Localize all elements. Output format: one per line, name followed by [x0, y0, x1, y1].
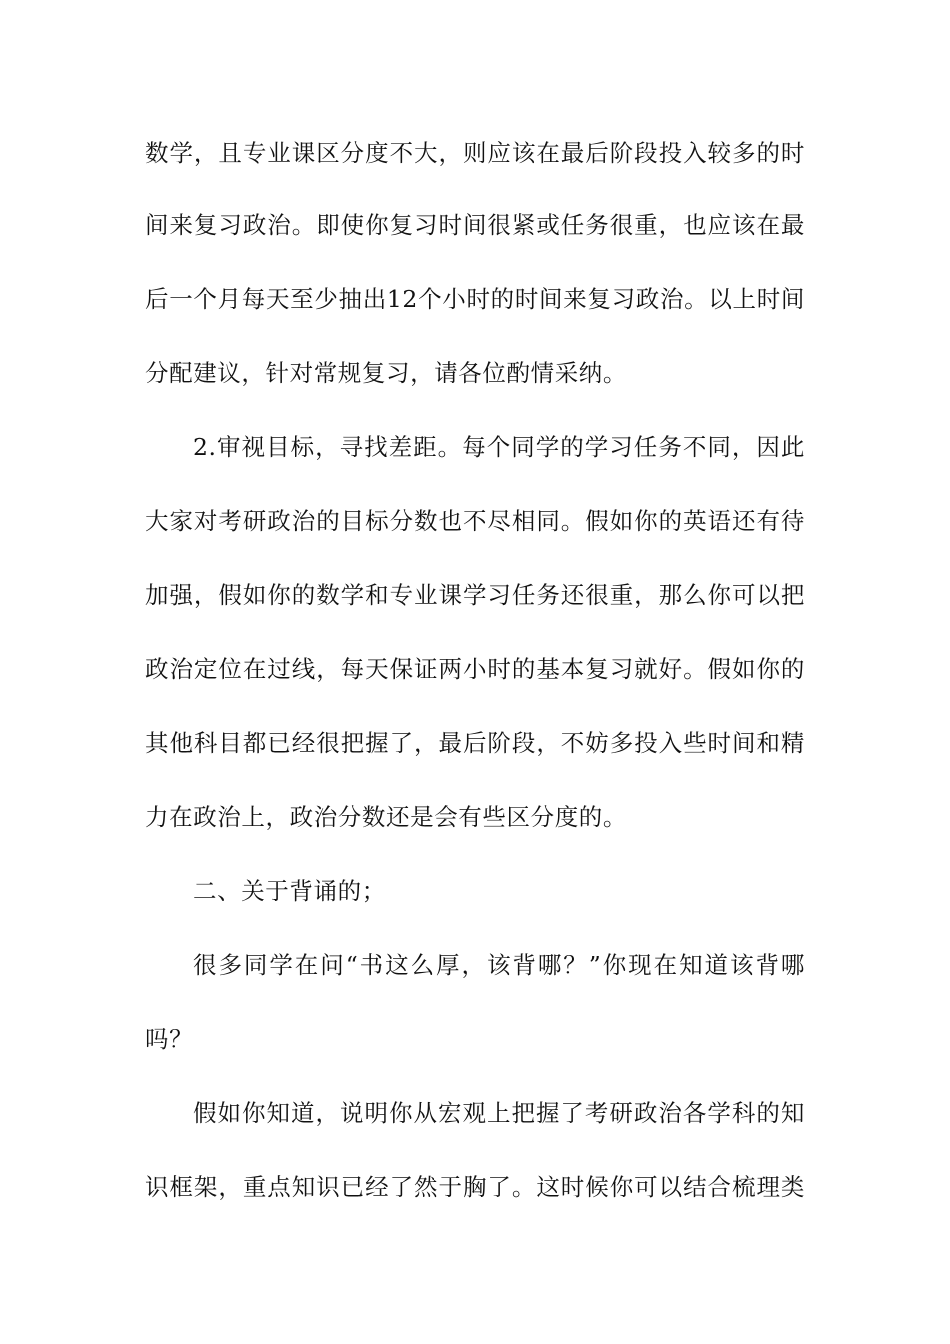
- paragraph-line: 吗？: [145, 1025, 194, 1053]
- paragraph-line: 数学，且专业课区分度不大，则应该在最后阶段投入较多的时: [145, 139, 805, 167]
- paragraph-line: 间来复习政治。即使你复习时间很紧或任务很重，也应该在最: [145, 211, 805, 239]
- paragraph-line: 假如你知道，说明你从宏观上把握了考研政治各学科的知: [193, 1099, 805, 1127]
- paragraph-line: 其他科目都已经很把握了，最后阶段，不妨多投入些时间和精: [145, 729, 805, 757]
- section-heading: 二、关于背诵的；: [193, 877, 386, 905]
- paragraph-line: 力在政治上，政治分数还是会有些区分度的。: [145, 803, 627, 831]
- paragraph-line: 很多同学在问“书这么厚，该背哪？”你现在知道该背哪: [193, 951, 805, 979]
- paragraph-line: 政治定位在过线，每天保证两小时的基本复习就好。假如你的: [145, 655, 805, 683]
- paragraph-line: 加强，假如你的数学和专业课学习任务还很重，那么你可以把: [145, 581, 805, 609]
- paragraph-line: 识框架，重点知识已经了然于胸了。这时候你可以结合梳理类: [145, 1173, 805, 1201]
- paragraph-line: 大家对考研政治的目标分数也不尽相同。假如你的英语还有待: [145, 507, 805, 535]
- paragraph-line: 2.审视目标，寻找差距。每个同学的学习任务不同，因此: [193, 433, 805, 461]
- paragraph-line: 后一个月每天至少抽出12个小时的时间来复习政治。以上时间: [145, 285, 805, 313]
- paragraph-line: 分配建议，针对常规复习，请各位酌情采纳。: [145, 359, 627, 387]
